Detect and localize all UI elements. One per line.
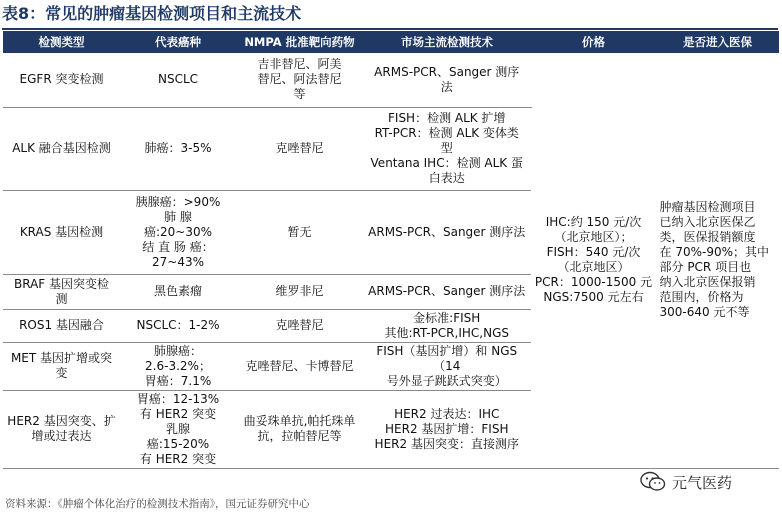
cell-price-line: （北京地区）: [557, 260, 630, 275]
cell-tech-line: 其他:RT-PCR,IHC,NGS: [384, 325, 509, 340]
cell-insurance-line: 纳入北京医保报销: [659, 275, 756, 290]
cell-type-line: 变: [55, 366, 68, 380]
cell-tech: [363, 309, 531, 342]
cell-cancer: [120, 274, 236, 309]
col-header-insurance: 是否进入医保: [656, 31, 779, 53]
cell-type-line: KRAS 基因检测: [19, 224, 104, 239]
cell-type-line: BRAF 基因突变检: [13, 276, 109, 291]
cell-drugs-line: 抗，拉帕替尼等: [257, 429, 342, 443]
cell-drugs-line: 吉非替尼、阿美: [257, 57, 342, 72]
cell-drugs: [236, 309, 363, 342]
cell-cancer-line: 癌:15-20%: [146, 436, 210, 451]
cell-cancer: [120, 390, 236, 468]
cell-price-line: （北京地区）；: [554, 230, 633, 245]
cell-tech-line: ARMS-PCR、Sanger 测序: [374, 64, 520, 79]
cell-tech: [363, 190, 531, 274]
col-header-tech: 市场主流检测技术: [363, 31, 531, 53]
cell-tech: [363, 53, 531, 107]
cell-insurance: [656, 53, 779, 468]
cell-insurance-line: 部分 PCR 项目也: [659, 260, 752, 275]
cell-insurance-line: 类，医保报销额度: [659, 230, 756, 245]
cell-tech-line: RT-PCR：检测 ALK 变体类: [374, 126, 519, 140]
watermark-text: 元气医药: [672, 473, 733, 492]
cell-cancer-line: 肺 腺: [164, 209, 192, 224]
col-header-type: 检测类型: [3, 31, 120, 53]
cell-drugs: [236, 107, 363, 190]
cell-type: [3, 107, 120, 190]
cell-cancer: [120, 342, 236, 390]
cell-tech-line: FISH：检测 ALK 扩增: [388, 111, 506, 125]
cell-tech-line: 型: [440, 141, 453, 155]
cell-cancer-line: 27~43%: [152, 254, 204, 269]
col-header-price: 价格: [531, 31, 656, 53]
table-title: 表8：常见的肿瘤基因检测项目和主流技术: [2, 4, 302, 23]
cell-insurance-line: 肿瘤基因检测项目: [659, 200, 756, 215]
cell-insurance-line: 范围内，价格为: [659, 290, 744, 305]
cell-cancer: [120, 309, 236, 342]
cell-drugs-line: 克唑替尼: [275, 141, 324, 155]
cell-type: [3, 309, 120, 342]
cell-cancer-line: 有 HER2 突变: [139, 406, 217, 421]
cell-type: [3, 274, 120, 309]
cell-tech-line: ARMS-PCR、Sanger 测序法: [368, 284, 526, 298]
cell-tech: [363, 107, 531, 190]
cell-tech: [363, 274, 531, 309]
title-rule: [2, 28, 778, 30]
cell-drugs-line: 等: [293, 87, 306, 102]
cell-tech-line: HER2 基因突变：直接测序: [374, 436, 519, 451]
cell-type: [3, 53, 120, 107]
cell-insurance-line: 在 70%-90%；其中: [659, 245, 769, 260]
watermark: [640, 470, 770, 494]
cell-drugs-line: 维罗非尼: [275, 284, 324, 298]
cell-cancer-line: NSCLC：1-2%: [136, 318, 220, 332]
source-note: 资料来源：《肿瘤个体化治疗的检测技术指南》，国元证券研究中心: [5, 498, 310, 510]
cell-drugs-line: 暂无: [287, 224, 312, 239]
cell-price-line: IHC:约 150 元/次: [545, 215, 642, 230]
cell-tech-line: 号外显子跳跃式突变）: [386, 373, 507, 388]
cell-cancer-line: 黑色素瘤: [153, 284, 202, 298]
cell-drugs: [236, 274, 363, 309]
cell-cancer-line: 胰腺癌：>90%: [135, 194, 221, 209]
cell-price-line: PCR：1000-1500 元: [534, 275, 653, 290]
cell-drugs: [236, 53, 363, 107]
cell-cancer-line: 肺癌：3-5%: [144, 141, 212, 155]
cell-cancer: [120, 107, 236, 190]
cell-cancer-line: 结 直 肠 癌：: [142, 239, 214, 254]
cell-price-line: NGS:7500 元左右: [543, 290, 644, 305]
header-row: [3, 31, 779, 53]
cell-drugs: [236, 342, 363, 390]
table-row: [3, 53, 779, 107]
cell-type-line: MET 基因扩增或突: [10, 351, 113, 365]
cell-type: [3, 342, 120, 390]
cell-cancer-line: 2.6-3.2%；: [145, 358, 211, 373]
cell-cancer-line: 有 HER2 突变: [139, 451, 217, 466]
cell-drugs-line: 替尼、阿法替尼: [257, 72, 342, 87]
cell-type-line: 测: [55, 291, 68, 306]
cell-type-line: 增或过表达: [31, 429, 92, 443]
cell-tech-line: ARMS-PCR、Sanger 测序法: [368, 224, 526, 239]
col-header-cancer: 代表癌种: [120, 31, 236, 53]
cell-cancer-line: 肺腺癌：: [153, 343, 202, 358]
cell-cancer-line: 癌:20~30%: [143, 224, 213, 239]
table-body: [3, 53, 779, 468]
cell-drugs-line: 克唑替尼: [275, 318, 324, 332]
cell-drugs-line: 克唑替尼、卡博替尼: [245, 358, 354, 373]
cell-cancer: [120, 53, 236, 107]
cell-type-line: HER2 基因突变、扩: [7, 414, 116, 428]
wechat-icon: [640, 471, 666, 493]
cell-tech-line: FISH（基因扩增）和 NGS（14: [376, 343, 518, 373]
cell-insurance-line: 300-640 元不等: [659, 305, 750, 320]
cell-cancer-line: 胃癌：12-13%: [136, 391, 220, 406]
cell-drugs: [236, 390, 363, 468]
cell-type-line: EGFR 突变检测: [19, 72, 104, 87]
col-header-drugs: NMPA 批准靶向药物: [236, 31, 363, 53]
cell-tech-line: 法: [440, 79, 453, 94]
cell-tech-line: 金标准:FISH: [413, 310, 481, 325]
cell-tech-line: HER2 过表达：IHC: [394, 406, 500, 421]
cell-tech-line: 白表达: [428, 171, 465, 185]
cell-tech: [363, 390, 531, 468]
cell-price: [531, 53, 656, 468]
cell-price-line: FISH：540 元/次: [546, 245, 641, 260]
cell-cancer-line: 胃癌：7.1%: [144, 373, 212, 388]
cell-tech-line: HER2 基因扩增：FISH: [385, 421, 509, 436]
cell-drugs-line: 曲妥珠单抗,帕托珠单: [243, 414, 356, 428]
cell-type-line: ALK 融合基因检测: [12, 141, 111, 155]
cell-insurance-line: 已纳入北京医保乙: [659, 215, 756, 230]
cell-type-line: ROS1 基因融合: [19, 318, 104, 332]
cell-tech: [363, 342, 531, 390]
cell-cancer-line: 乳腺: [165, 421, 190, 436]
cell-cancer-line: NSCLC: [157, 72, 199, 87]
cell-type: [3, 190, 120, 274]
cell-cancer: [120, 190, 236, 274]
cell-tech-line: Ventana IHC：检测 ALK 蛋: [370, 156, 523, 170]
cell-drugs: [236, 190, 363, 274]
gene-test-table: [3, 31, 779, 469]
cell-type: [3, 390, 120, 468]
